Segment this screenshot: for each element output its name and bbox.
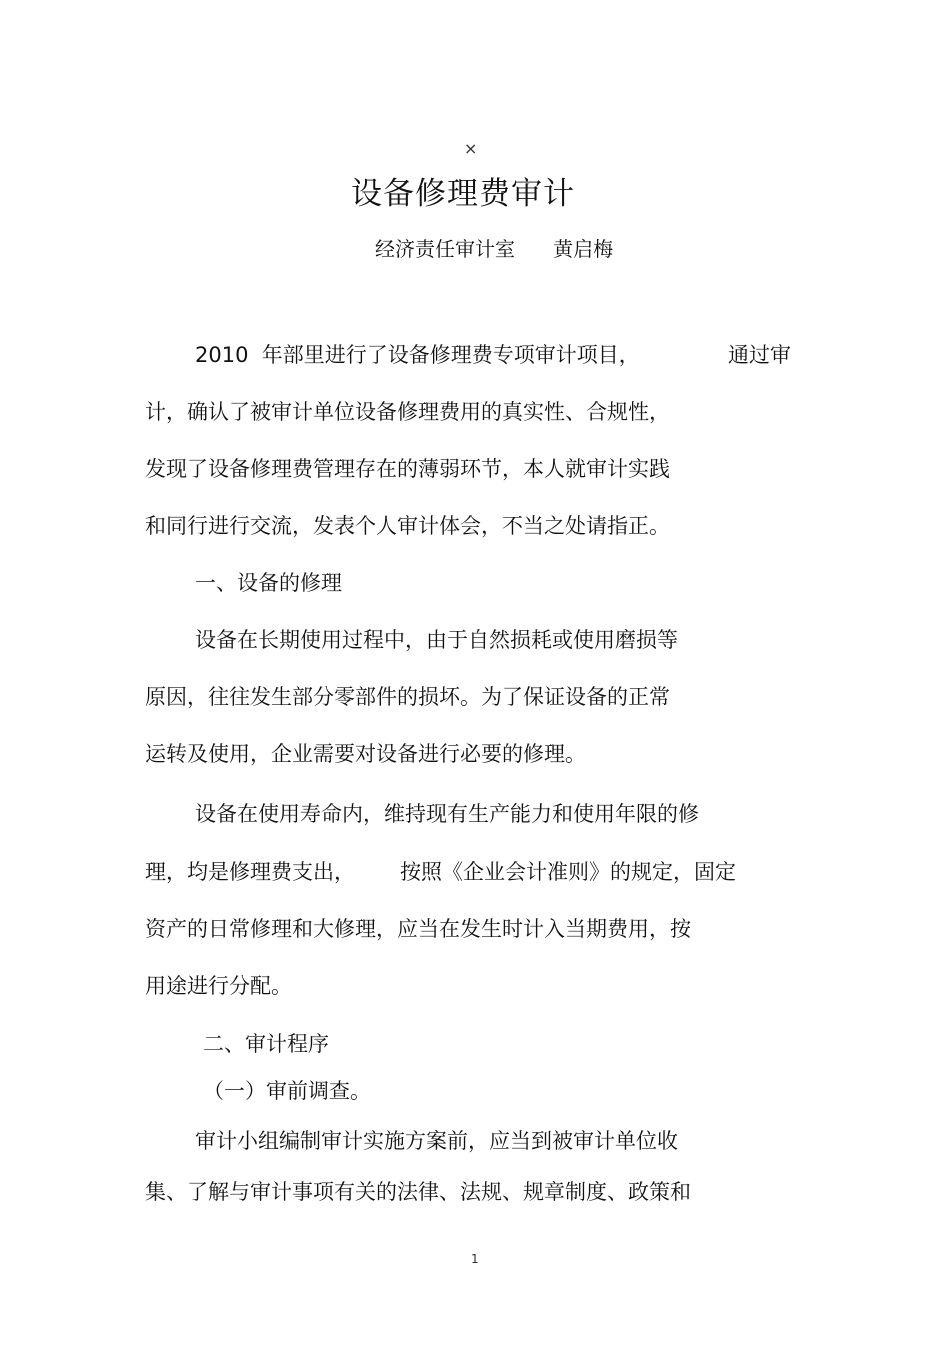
close-mark-icon: × — [464, 139, 478, 158]
section-heading: 二、审计程序 — [203, 1032, 329, 1056]
body-line: 和同行进行交流，发表个人审计体会，不当之处请指正。 — [145, 514, 670, 538]
body-line: 运转及使用，企业需要对设备进行必要的修理。 — [145, 742, 586, 766]
page-number: 1 — [471, 1252, 479, 1266]
body-line: 按照《企业会计准则》的规定，固定 — [400, 860, 736, 884]
body-line: 设备在使用寿命内，维持现有生产能力和使用年限的修 — [195, 802, 699, 826]
body-line: 2010 年部里进行了设备修理费专项审计项目， — [195, 343, 640, 367]
body-line: 理，均是修理费支出， — [145, 860, 355, 884]
body-line: 原因，往往发生部分零部件的损坏。为了保证设备的正常 — [145, 685, 670, 709]
body-line: 资产的日常修理和大修理，应当在发生时计入当期费用，按 — [145, 917, 691, 941]
body-line: 计，确认了被审计单位设备修理费用的真实性、合规性， — [145, 400, 670, 424]
body-line: 集、了解与审计事项有关的法律、法规、规章制度、政策和 — [145, 1180, 691, 1204]
author-line: 经济责任审计室 黄启梅 — [375, 237, 614, 261]
body-line: 审计小组编制审计实施方案前，应当到被审计单位收 — [195, 1129, 678, 1153]
body-line: 发现了设备修理费管理存在的薄弱环节，本人就审计实践 — [145, 457, 670, 481]
body-line: 通过审 — [728, 343, 791, 367]
document-title: 设备修理费审计 — [351, 176, 575, 212]
section-heading: 一、设备的修理 — [195, 571, 342, 595]
subsection-heading: （一）审前调查。 — [203, 1079, 371, 1103]
body-line: 设备在长期使用过程中，由于自然损耗或使用磨损等 — [195, 628, 678, 652]
body-line: 用途进行分配。 — [145, 974, 292, 998]
